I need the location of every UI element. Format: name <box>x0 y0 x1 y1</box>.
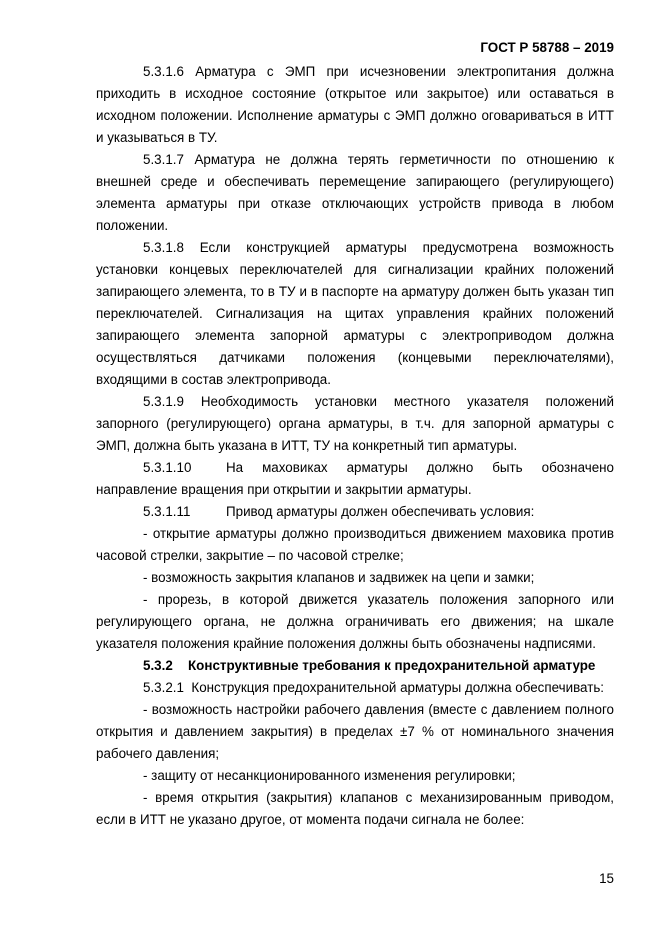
paragraph-5-3-2-1 <box>96 677 614 699</box>
section-title: Конструктивные требования к предохранительной арматуре <box>188 658 596 673</box>
list-item: - время открытия (закрытия) клапанов с механизированным приводом, если в ИТТ не указано другое, от момента подачи сигнала не более: <box>96 790 614 827</box>
paragraph-5-3-1-10 <box>96 457 614 501</box>
list-item: - возможность закрытия клапанов и задвижек на цепи и замки; <box>143 570 535 585</box>
clause-number: 5.3.1.8 <box>143 240 184 255</box>
clause-number: 5.3.1.7 <box>143 152 184 167</box>
clause-number: 5.3.2.1 <box>143 680 184 695</box>
clause-text: На маховиках арматуры должно быть обозначено направление вращения при открытии и закрытии арматуры. <box>96 460 614 497</box>
clause-text: Если конструкцией арматуры предусмотрена возможность установки концевых переключателей для сигнализации крайних положений запирающего элемента, то в ТУ и в паспорте на арматуру должен быть указан тип переключателей. Сигнализация на щитах управления крайних положений запирающего элемента запорной арматуры с электроприводом должна осуществляться датчиками положения (концевыми переключателями), входящими в состав электропривода. <box>96 240 614 387</box>
document-body <box>96 61 614 831</box>
clause-text: Конструкция предохранительной арматуры должна обеспечивать: <box>191 680 605 695</box>
paragraph-5-3-1-11 <box>96 501 614 523</box>
section-number: 5.3.2 <box>143 658 173 673</box>
page-number: 15 <box>599 871 614 886</box>
list-item: - возможность настройки рабочего давления (вместе с давлением полного открытия и давлением закрытия) в пределах ±7 % от номинального значения рабочего давления; <box>96 702 614 761</box>
list-item: - прорезь, в которой движется указатель положения запорного или регулирующего органа, не должна ограничивать его движения; на шкале указателя положения крайние положения должны быть обозначены надписями. <box>96 592 614 651</box>
list-item: - защиту от несанкционированного изменения регулировки; <box>143 768 516 783</box>
clause-number: 5.3.1.10 <box>143 460 192 475</box>
clause-number: 5.3.1.9 <box>143 394 184 409</box>
clause-number: 5.3.1.6 <box>143 64 184 79</box>
section-heading <box>96 655 614 677</box>
clause-text: Арматура с ЭМП при исчезновении электропитания должна приходить в исходное состояние (открытое или закрытое) или оставаться в исходном положении. Исполнение арматуры с ЭМП должно оговариваться в ИТТ и указываться в ТУ. <box>96 64 614 145</box>
clause-text: Привод арматуры должен обеспечивать условия: <box>226 504 535 519</box>
clause-text: Необходимость установки местного указателя положений запорного (регулирующего) органа арматуры, в т.ч. для запорной арматуры с ЭМП, должна быть указана в ИТТ, ТУ на конкретный тип арматуры. <box>96 394 614 453</box>
clause-text: Арматура не должна терять герметичности по отношению к внешней среде и обеспечивать перемещение запирающего (регулирующего) элемента арматуры при отказе отключающих устройств привода в любом положении. <box>96 152 614 233</box>
list-item: - открытие арматуры должно производиться движением маховика против часовой стрелки, закрытие – по часовой стрелке; <box>96 526 614 563</box>
paragraph-5-3-1-8 <box>96 237 614 391</box>
paragraph-5-3-1-6 <box>96 61 614 149</box>
paragraph-5-3-1-7 <box>96 149 614 237</box>
clause-number: 5.3.1.11 <box>143 504 191 519</box>
standard-header: ГОСТ Р 58788 – 2019 <box>480 40 614 55</box>
paragraph-5-3-1-9 <box>96 391 614 457</box>
